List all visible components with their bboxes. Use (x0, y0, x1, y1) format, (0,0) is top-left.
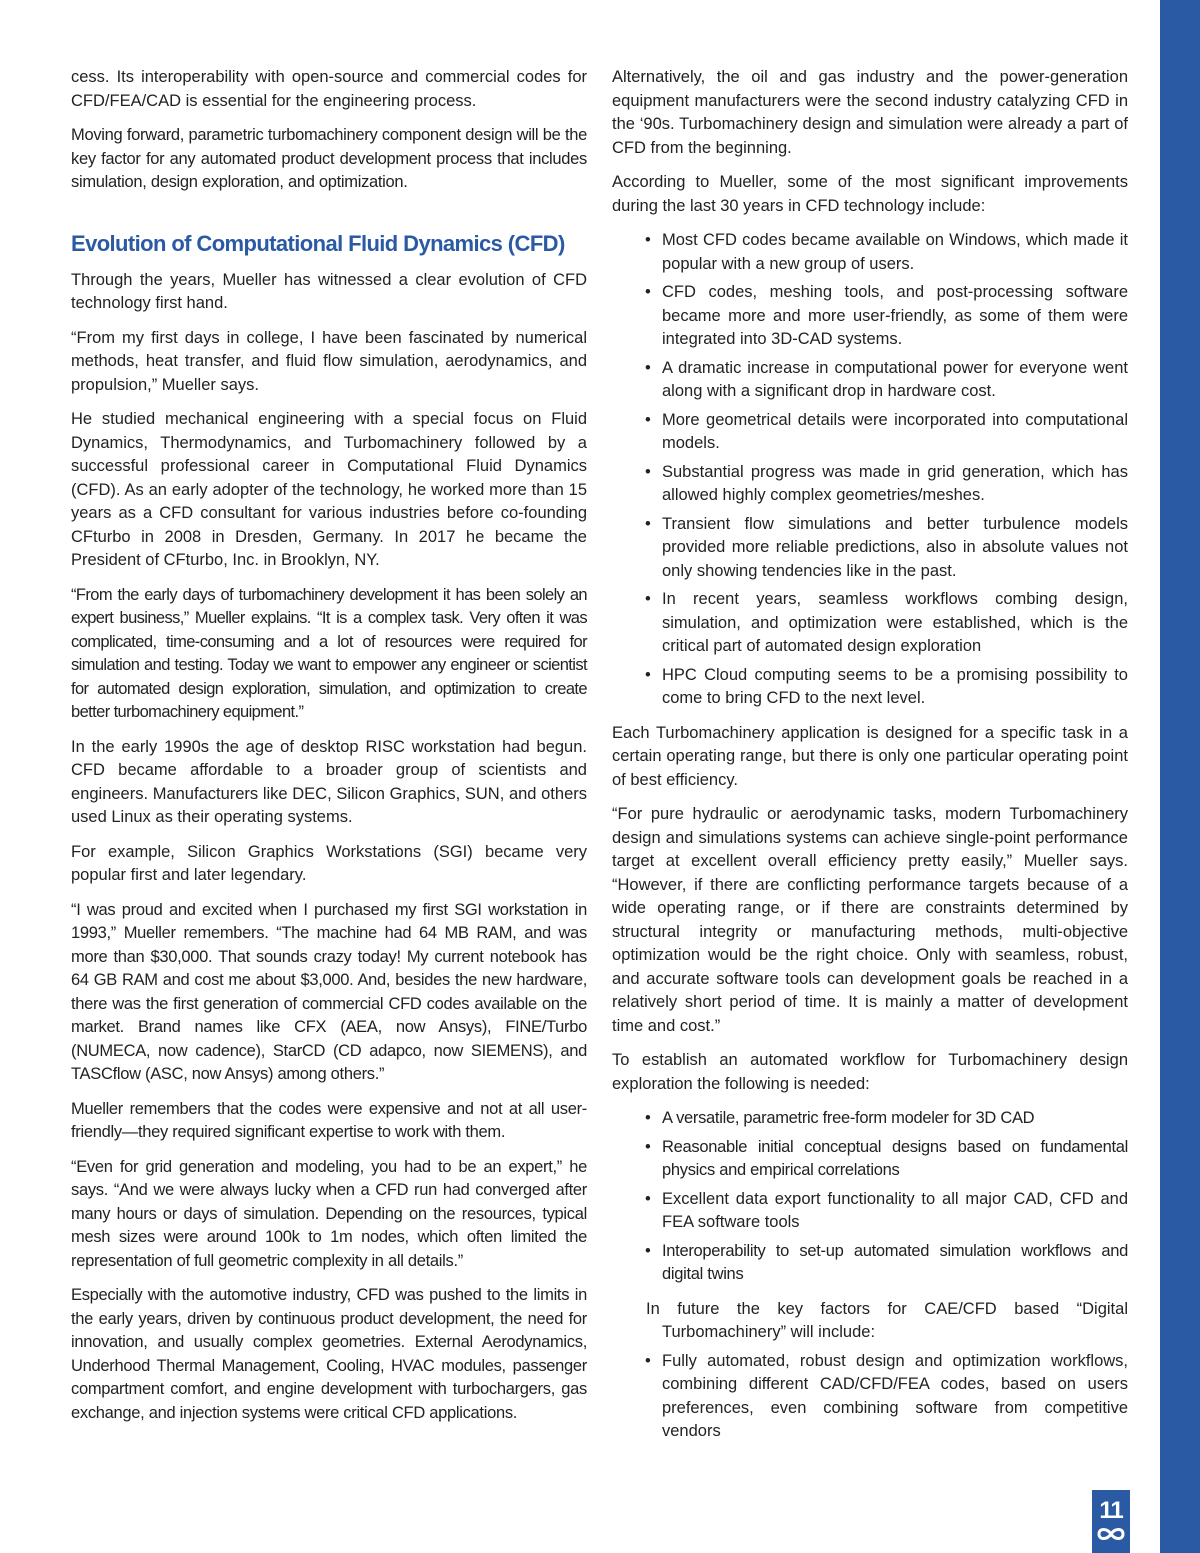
paragraph: According to Mueller, some of the most significant improvements during the last 30 years in CFD technology include: (612, 173, 1128, 215)
list-item: • A versatile, parametric free-form modeler for 3D CAD (612, 1107, 1128, 1131)
paragraph: He studied mechanical engineering with a special focus on Fluid Dynamics, Thermodynamics, and Turbomachinery followed by a successful professional career in Computational Fluid Dynamics (CFD). As an early adopter of the technology, he worked more than 15 years as a CFD consultant for various industries before co-founding CFturbo in 2008 in Dresden, Germany. In 2017 he became the President of CFturbo, Inc. in Brooklyn, NY. (71, 410, 587, 569)
page-number: 11 (1099, 1497, 1123, 1524)
improvements-list (612, 229, 1128, 711)
bullet-icon: • (645, 410, 651, 429)
list-item: • Reasonable initial conceptual designs based on fundamental physics and empirical correlations (645, 1137, 1128, 1179)
paragraph: Through the years, Mueller has witnessed a clear evolution of CFD technology first hand. (71, 270, 587, 312)
bullet-icon: • (645, 1241, 651, 1260)
list-item: • Excellent data export functionality to all major CAD, CFD and FEA software tools (645, 1189, 1128, 1231)
list-item: • Fully automated, robust design and optimization workflows, combining different CAD/CFD/FEA codes, based on users preferences, even combining software from competitive vendors (645, 1351, 1128, 1440)
bullet-icon: • (645, 514, 651, 533)
bullet-icon: • (645, 462, 651, 481)
list-item: • Most CFD codes became available on Windows, which made it popular with a new group of users. (645, 231, 1128, 273)
page-sidebar-band (1160, 0, 1200, 1553)
list-item: • Substantial progress was made in grid generation, which has allowed highly complex geometries/meshes. (645, 462, 1128, 504)
paragraph: Mueller remembers that the codes were expensive and not at all user-friendly—they required significant expertise to work with them. (71, 1099, 587, 1141)
paragraph: “From the early days of turbomachinery development it has been solely an expert business,” Mueller explains. “It is a complex task. Very often it was complicated, time-consuming and a lot of resources were required for simulation and testing. Today we want to empower any engineer or scientist for automated design exploration, simulation, and optimization to create better turbomachinery equipment.” (71, 585, 587, 721)
paragraph: “I was proud and excited when I purchased my first SGI workstation in 1993,” Mueller remembers. “The machine had 64 MB RAM, and was more than $30,000. That sounds crazy today! My current notebook has 64 GB RAM and cost me about $3,000. And, besides the new hardware, there was the first generation of commercial CFD codes available on the market. Brand names like CFX (AEA, now Ansys), FINE/Turbo (NUMECA, now cadence), StarCD (CD adapco, now SIEMENS), and TASCflow (ASC, now Ansys) among others.” (71, 900, 587, 1083)
section-heading: Evolution of Computational Fluid Dynamics (CFD) (71, 230, 565, 256)
paragraph: Moving forward, parametric turbomachinery component design will be the key factor for any automated product development process that includes simulation, design exploration, and optimization. (71, 126, 587, 191)
list-item: • More geometrical details were incorporated into computational models. (645, 410, 1128, 452)
paragraph: To establish an automated workflow for Turbomachinery design exploration the following is needed: (612, 1051, 1128, 1093)
paragraph: In the early 1990s the age of desktop RISC workstation had begun. CFD became affordable to a broader group of scientists and engineers. Manufacturers like DEC, Silicon Graphics, SUN, and others used Linux as their operating systems. (71, 737, 587, 826)
workflow-requirements-list (612, 1107, 1128, 1287)
list-item: • Transient flow simulations and better turbulence models provided more reliable predictions, also in absolute values not only showing tendencies like in the past. (645, 514, 1128, 580)
bullet-icon: • (645, 590, 651, 608)
paragraph: Especially with the automotive industry, CFD was pushed to the limits in the early years, driven by continuous product development, the need for innovation, and usually complex geometries. External Aerodynamics, Underhood Thermal Management, Cooling, HVAC modules, passenger compartment comfort, and engine development with turbochargers, gas exchange, and injection systems were critical CFD applications. (71, 1286, 587, 1422)
bullet-icon: • (645, 283, 651, 301)
bullet-icon: • (645, 358, 651, 377)
paragraph: “For pure hydraulic or aerodynamic tasks, modern Turbomachinery design and simulations systems can achieve single-point performance target at excellent overall efficiency pretty easily,” Mueller says. “However, if there are conflicting performance targets because of a wide operating range, or if there are constraints determined by structural integrity or manufacturing methods, multi-objective optimization would be the right choice. Only with seamless, robust, and accurate software tools can development goals be reached in a relatively short period of time. It is mainly a matter of development time and cost.” (612, 805, 1128, 1035)
paragraph: cess. Its interoperability with open-source and commercial codes for CFD/FEA/CAD is essential for the engineering process. (71, 68, 587, 110)
list-item: • Interoperability to set-up automated simulation workflows and digital twins (645, 1241, 1128, 1283)
infinity-logo-icon (1096, 1526, 1126, 1542)
future-factors-list (612, 1350, 1128, 1444)
paragraph: “Even for grid generation and modeling, you had to be an expert,” he says. “And we were always lucky when a CFD run had converged after many hours or days of simulation. Depending on the resources, typical mesh sizes were around 100k to 1m nodes, which often limited the representation of full geometric complexity in all details.” (71, 1157, 587, 1270)
paragraph: Each Turbomachinery application is designed for a specific task in a certain operating range, but there is only one particular operating point of best efficiency. (612, 723, 1128, 789)
bullet-icon: • (645, 1137, 651, 1156)
left-column (71, 66, 587, 1436)
list-item: • CFD codes, meshing tools, and post-processing software became more and more user-friendly, as some of them were integrated into 3D-CAD systems. (645, 283, 1128, 348)
paragraph: For example, Silicon Graphics Workstations (SGI) became very popular first and later legendary. (71, 842, 587, 884)
list-item: • HPC Cloud computing seems to be a promising possibility to come to bring CFD to the next level. (645, 665, 1128, 707)
bullet-icon: • (645, 231, 651, 249)
paragraph: In future the key factors for CAE/CFD based “Digital Turbomachinery” will include: (646, 1299, 1128, 1341)
paragraph: “From my first days in college, I have been fascinated by numerical methods, heat transfer, and fluid flow simulation, aerodynamics, and propulsion,” Mueller says. (71, 328, 587, 394)
bullet-icon: • (645, 1189, 651, 1208)
bullet-icon: • (645, 1351, 651, 1370)
list-item: • In recent years, seamless workflows combing design, simulation, and optimization were established, which is the critical part of automated design exploration (645, 590, 1128, 655)
paragraph: Alternatively, the oil and gas industry and the power-generation equipment manufacturers were the second industry catalyzing CFD in the ‘90s. Turbomachinery design and simulation were already a part of CFD from the beginning. (612, 68, 1128, 157)
list-item: • A dramatic increase in computational power for everyone went along with a significant drop in hardware cost. (645, 358, 1128, 400)
bullet-icon: • (645, 665, 651, 684)
page-number-badge (1092, 1490, 1130, 1553)
right-column (612, 66, 1128, 1455)
bullet-icon: • (645, 1109, 651, 1127)
